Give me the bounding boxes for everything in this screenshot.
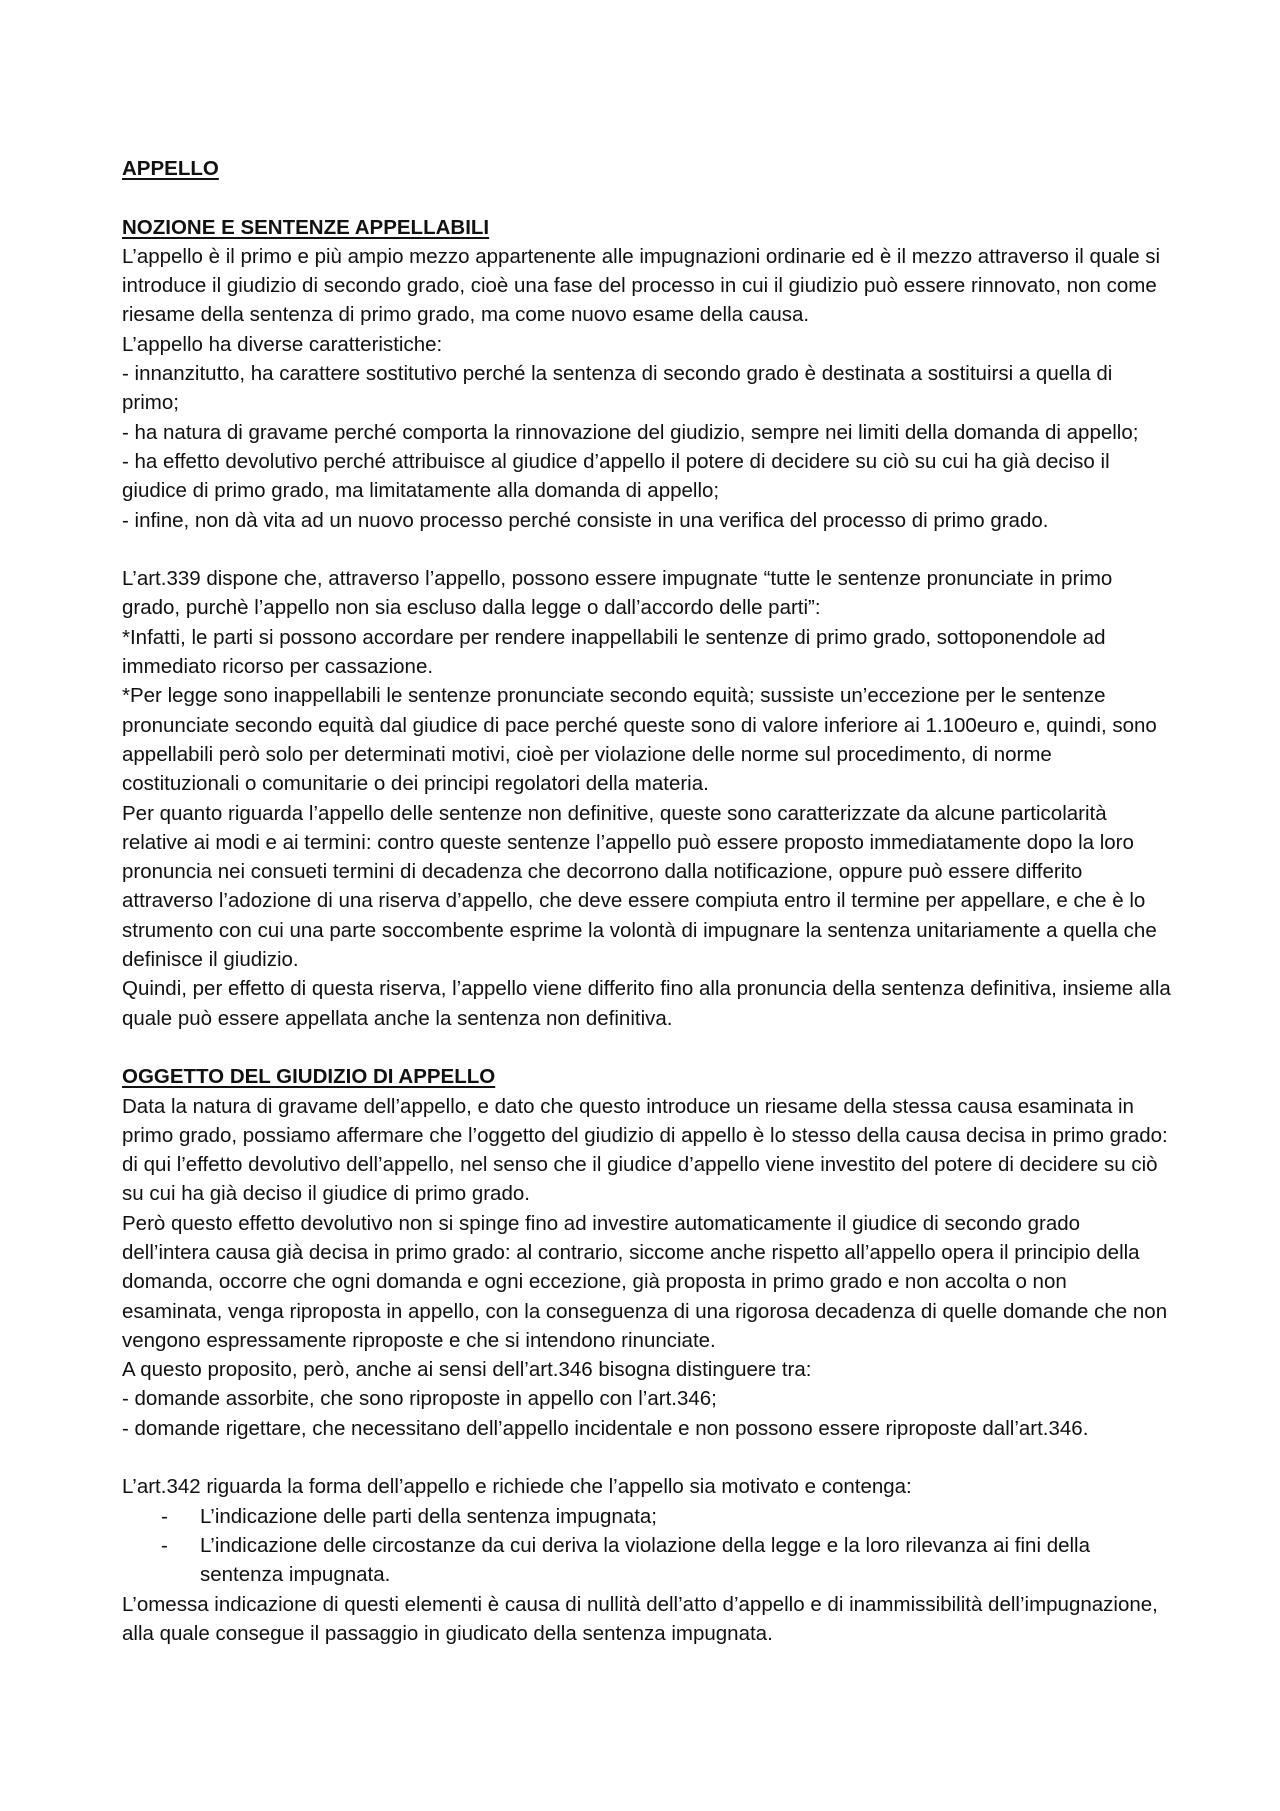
paragraph: - ha effetto devolutivo perché attribuisce al giudice d’appello il potere di decidere su ciò su cui ha già deciso il giudice di primo grado, ma limitatamente alla domanda di appello;	[122, 449, 1110, 503]
list-item-text: L’indicazione delle circostanze da cui deriva la violazione della legge e la loro rilevanza ai fini della sentenza impugnata.	[200, 1533, 1091, 1587]
paragraph: - infine, non dà vita ad un nuovo processo perché consiste in una verifica del processo di primo grado.	[122, 508, 1049, 532]
paragraph: *Infatti, le parti si possono accordare per rendere inappellabili le sentenze di primo grado, sottoponendole ad immediato ricorso per cassazione.	[122, 625, 1106, 679]
spacer	[122, 183, 1172, 212]
paragraph: L’art.339 dispone che, attraverso l’appello, possono essere impugnate “tutte le sentenze pronunciate in primo grado, purchè l’appello non sia escluso dalla legge o dall’accordo delle parti”:	[122, 567, 1113, 620]
spacer	[122, 1443, 1172, 1472]
paragraph: - ha natura di gravame perché comporta la rinnovazione del giudizio, sempre nei limiti della domanda di appello;	[122, 420, 1139, 444]
paragraph: L’appello è il primo e più ampio mezzo appartenente alle impugnazioni ordinarie ed è il mezzo attraverso il quale si introduce il giudizio di secondo grado, cioè una fase del processo in cui il giudizio può essere rinnovato, non come riesame della sentenza di primo grado, ma come nuovo esame della causa.	[122, 244, 1161, 327]
list-item	[122, 1531, 1172, 1590]
paragraph: - domande assorbite, che sono riproposte in appello con l’art.346;	[122, 1387, 717, 1411]
paragraph: Data la natura di gravame dell’appello, e dato che questo introduce un riesame della stessa causa esaminata in primo grado, possiamo affermare che l’oggetto del giudizio di appello è lo stesso della causa decisa in primo grado: di qui l’effetto devolutivo dell’appello, nel senso che il giudice d’appello viene investito del potere di decidere su ciò su cui ha già deciso il giudice di primo grado.	[122, 1094, 1168, 1206]
paragraph: L’omessa indicazione di questi elementi è causa di nullità dell’atto d’appello e di inammissibilità dell’impugnazione, alla quale consegue il passaggio in giudicato della sentenza impugnata.	[122, 1592, 1158, 1645]
paragraph: Per quanto riguarda l’appello delle sentenze non definitive, queste sono caratterizzate da alcune particolarità relative ai modi e ai termini: contro queste sentenze l’appello può essere proposto immediatamente dopo la loro pronuncia nei consueti termini di decadenza che decorrono dalla notificazione, oppure può essere differito attraverso l’adozione di una riserva d’appello, che deve essere compiuta entro il termine per appellare, e che è lo strumento con cui una parte soccombente esprime la volontà di impugnare la sentenza unitariamente a quella che definisce il giudizio.	[122, 801, 1157, 972]
paragraph: Quindi, per effetto di questa riserva, l’appello viene differito fino alla pronuncia della sentenza definitiva, insieme alla quale può essere appellata anche la sentenza non definitiva.	[122, 977, 1171, 1030]
paragraph: A questo proposito, però, anche ai sensi dell’art.346 bisogna distinguere tra:	[122, 1358, 812, 1382]
spacer	[122, 535, 1172, 564]
document-title: APPELLO	[122, 157, 219, 180]
paragraph: L’art.342 riguarda la forma dell’appello e richiede che l’appello sia motivato e contenga:	[122, 1475, 912, 1499]
list-item-text: L’indicazione delle parti della sentenza impugnata;	[200, 1504, 658, 1528]
paragraph: - innanzitutto, ha carattere sostitutivo perché la sentenza di secondo grado è destinata a sostituirsi a quella di primo;	[122, 362, 1113, 415]
document-page	[122, 154, 1172, 1648]
bullet-marker: -	[161, 1504, 168, 1528]
paragraph: - domande rigettare, che necessitano dell’appello incidentale e non possono essere riproposte dall’art.346.	[122, 1416, 1089, 1440]
paragraph: L’appello ha diverse caratteristiche:	[122, 332, 443, 356]
section-heading-oggetto: OGGETTO DEL GIUDIZIO DI APPELLO	[122, 1065, 496, 1089]
paragraph: Però questo effetto devolutivo non si spinge fino ad investire automaticamente il giudice di secondo grado dell’intera causa già decisa in primo grado: al contrario, siccome anche rispetto all’appello opera il principio della domanda, occorre che ogni domanda e ogni eccezione, già proposta in primo grado e non accolta o non esaminata, venga riproposta in appello, con la conseguenza di una rigorosa decadenza di quelle domande che non vengono espressamente riproposte e che si intendono rinunciate.	[122, 1211, 1168, 1352]
bullet-list	[122, 1502, 1172, 1590]
bullet-marker: -	[161, 1533, 168, 1557]
spacer	[122, 1033, 1172, 1062]
paragraph: *Per legge sono inappellabili le sentenze pronunciate secondo equità; sussiste un’eccezione per le sentenze pronunciate secondo equità dal giudice di pace perché queste sono di valore inferiore ai 1.100euro e, quindi, sono appellabili però solo per determinati motivi, cioè per violazione delle norme sul procedimento, di norme costituzionali o comunitarie o dei principi regolatori della materia.	[122, 684, 1157, 796]
section-heading-nozione: NOZIONE E SENTENZE APPELLABILI	[122, 215, 490, 239]
list-item	[122, 1502, 1172, 1531]
